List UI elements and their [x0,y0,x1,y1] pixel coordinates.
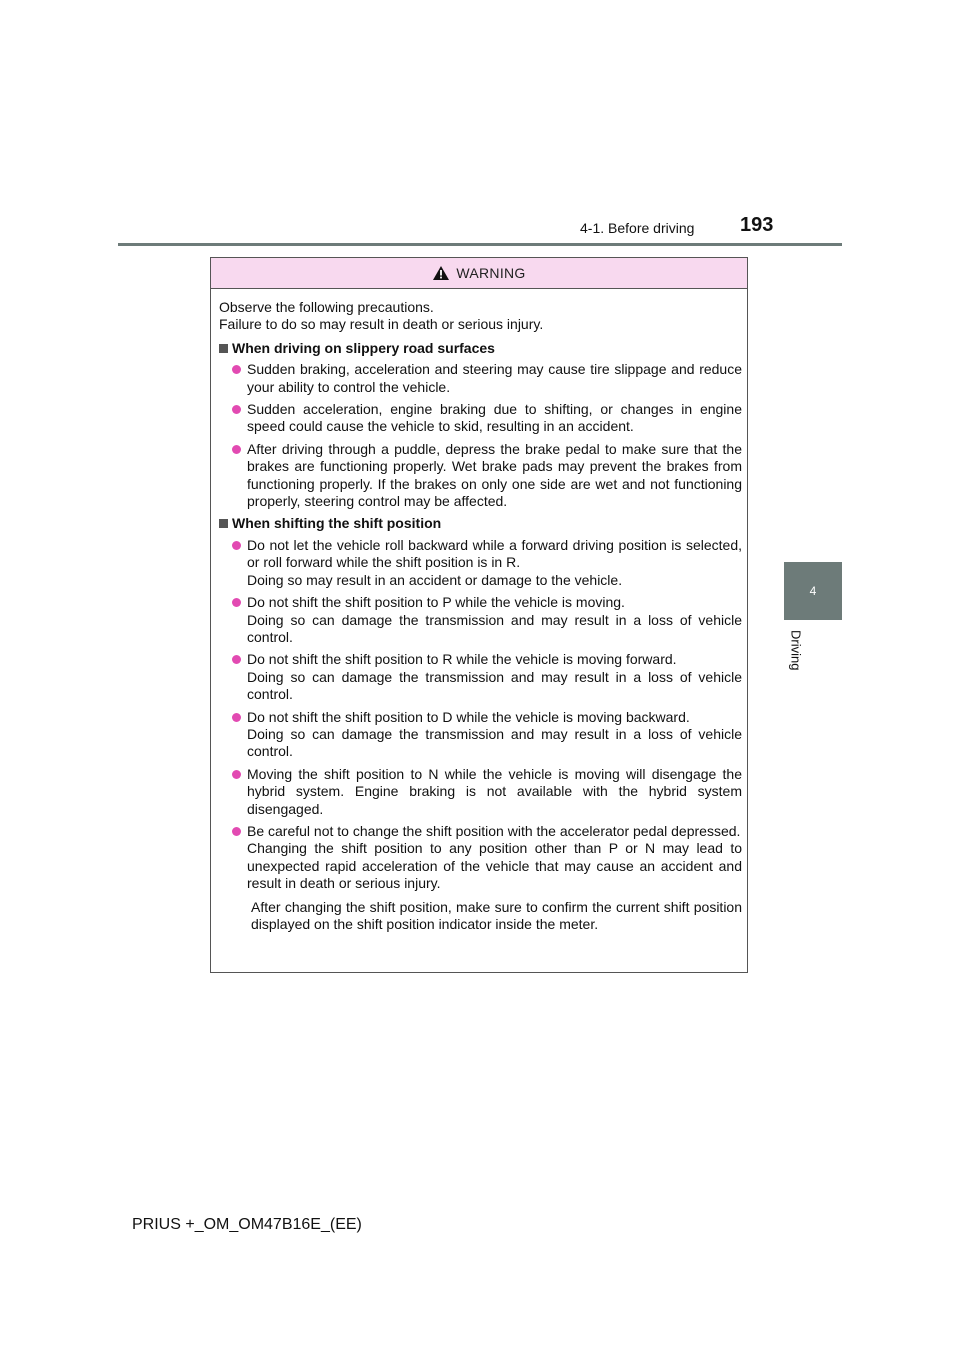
header-section-title: 4-1. Before driving [580,220,695,236]
circle-bullet-icon [232,827,241,836]
list-item-text: Do not let the vehicle roll backward while a forward driving position is selected, or roll forward while the shift position is in R. [247,536,742,571]
list-item-text: Sudden braking, acceleration and steering may cause tire slippage and reduce your ability to control the vehicle. [247,361,742,395]
section-heading [219,515,742,532]
list-item [232,401,742,436]
list-item [232,441,742,511]
chapter-label: Driving [788,630,804,671]
list-item-text: Do not shift the shift position to D while the vehicle is moving backward. [247,708,690,725]
page-number: 193 [740,214,774,236]
list-item-text: Moving the shift position to N while the vehicle is moving will disengage the hybrid system. Engine braking is not available with the hybrid system disengaged. [247,765,742,817]
section-heading [219,340,742,357]
section-heading-text: When driving on slippery road surfaces [232,339,495,356]
circle-bullet-icon [232,445,241,454]
circle-bullet-icon [232,598,241,607]
intro-line: Observe the following precautions. [219,299,434,315]
list-item-text: Doing so may result in an accident or damage to the vehicle. [247,571,623,588]
list-item-text: Doing so can damage the transmission and may result in a loss of vehicle control. [247,611,742,645]
warning-title: WARNING [456,265,526,281]
circle-bullet-icon [232,655,241,664]
square-bullet-icon [219,344,228,353]
list-item [232,651,742,703]
warning-body [211,289,747,933]
section-heading-text: When shifting the shift position [232,515,442,532]
circle-bullet-icon [232,713,241,722]
warning-header [211,258,747,289]
list-item-text: Do not shift the shift position to P while the vehicle is moving. [247,594,625,611]
list-item-text: Sudden acceleration, engine braking due to shifting, or changes in engine speed could cause the vehicle to skid, resulting in an accident. [247,401,742,435]
circle-bullet-icon [232,541,241,550]
list-item [232,361,742,396]
list-item [232,537,742,589]
warning-box [210,257,748,973]
list-item [232,823,742,893]
list-item [232,594,742,646]
header-rule [118,243,842,246]
chapter-tab [784,562,842,620]
list-item-text: Doing so can damage the transmission and may result in a loss of vehicle control. [247,668,742,703]
list-item-text: Changing the shift position to any position other than P or N may lead to unexpected rapid acceleration of the vehicle that may cause an accident and result in death or serious injury. [247,840,742,892]
warning-intro [219,299,742,334]
footer-doc-code: PRIUS +_OM_OM47B16E_(EE) [132,1216,362,1233]
square-bullet-icon [219,519,228,528]
warning-triangle-icon [432,265,450,281]
list-item-text: Doing so can damage the transmission and may result in a loss of vehicle control. [247,725,742,760]
chapter-number: 4 [809,584,817,598]
list-item-text: Do not shift the shift position to R while the vehicle is moving forward. [247,651,677,668]
list-item-text: Be careful not to change the shift position with the accelerator pedal depressed. [247,822,741,839]
circle-bullet-icon [232,365,241,374]
section-note: After changing the shift position, make sure to confirm the current shift position displayed on the shift position indicator inside the meter. [251,898,742,932]
list-item-text: After driving through a puddle, depress the brake pedal to make sure that the brakes are functioning properly. Wet brake pads may prevent the brakes from functioning properly. If the brakes on only one side are wet and not functioning properly, steering control may be affected. [247,440,742,510]
list-item [232,709,742,761]
circle-bullet-icon [232,405,241,414]
intro-line: Failure to do so may result in death or serious injury. [219,316,544,333]
list-item [232,766,742,818]
circle-bullet-icon [232,770,241,779]
